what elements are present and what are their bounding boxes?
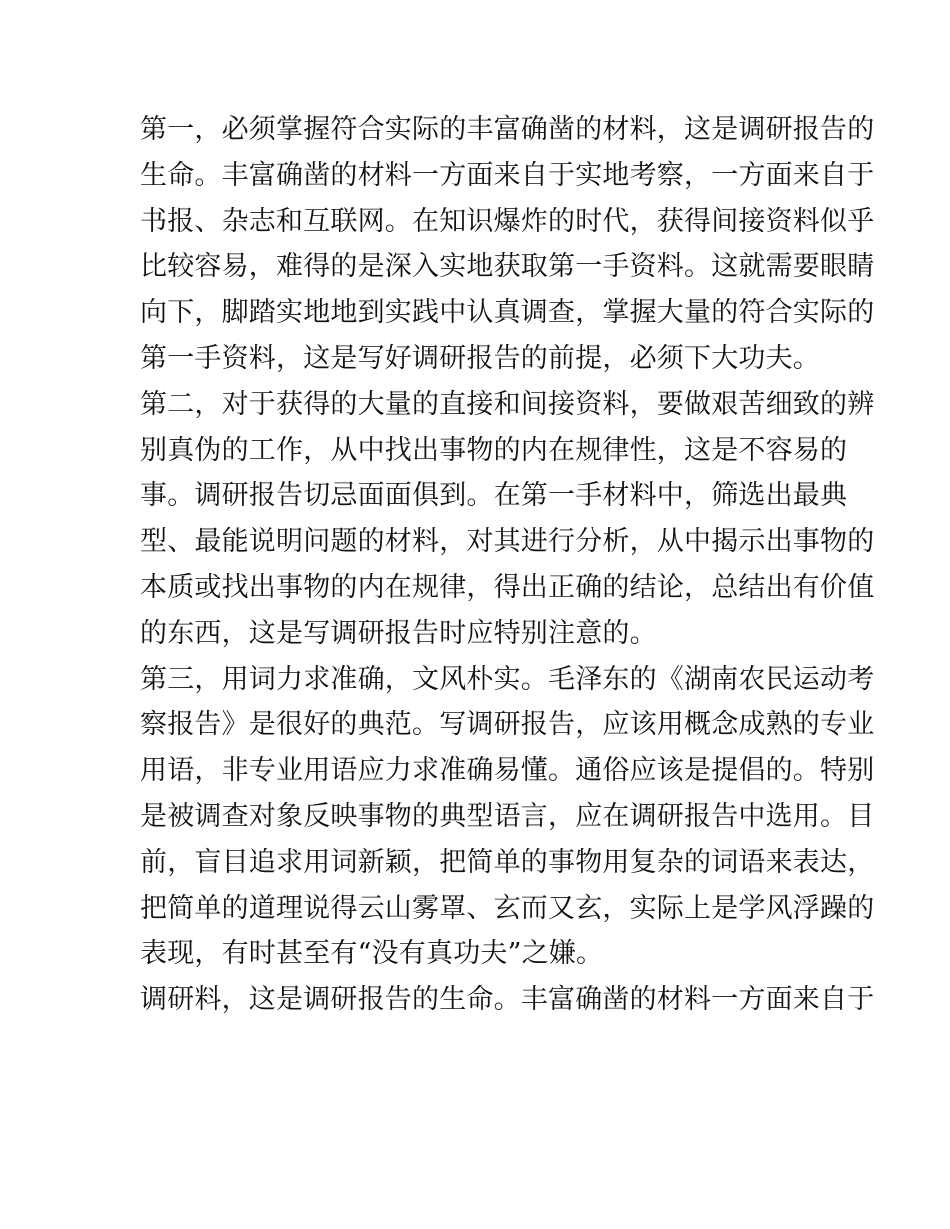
paragraph-4 <box>140 977 875 1023</box>
text-line: 察报告》是很好的典范。写调研报告，应该用概念成熟的专业 <box>140 709 875 741</box>
text-line: 别真伪的工作，从中找出事物的内在规律性，这是不容易的 <box>140 434 848 466</box>
text-line: 事。调研报告切忌面面俱到。在第一手材料中，筛选出最典 <box>140 480 848 512</box>
text-line: 前，盲目追求用词新颖，把简单的事物用复杂的词语来表达， <box>140 846 875 878</box>
text-line: 本质或找出事物的内在规律，得出正确的结论，总结出有价值 <box>140 571 875 603</box>
text-line: 用语，非专业用语应力求准确易懂。通俗应该是提倡的。特别 <box>140 755 875 787</box>
text-line: 第二，对于获得的大量的直接和间接资料，要做艰苦细致的辨 <box>140 388 875 420</box>
text-line: 表现，有时甚至有“没有真功夫”之嫌。 <box>140 938 604 970</box>
text-line: 的东西，这是写调研报告时应特别注意的。 <box>140 617 657 649</box>
paragraph-2 <box>140 382 875 657</box>
text-line: 向下，脚踏实地地到实践中认真调查，掌握大量的符合实际的 <box>140 297 875 329</box>
text-line: 调研料，这是调研报告的生命。丰富确凿的材料一方面来自于 <box>140 984 875 1016</box>
text-line: 把简单的道理说得云山雾罩、玄而又玄，实际上是学风浮躁的 <box>140 892 875 924</box>
text-line: 书报、杂志和互联网。在知识爆炸的时代，获得间接资料似乎 <box>140 205 875 237</box>
text-line: 型、最能说明问题的材料，对其进行分析，从中揭示出事物的 <box>140 526 875 558</box>
text-line: 第三，用词力求准确，文风朴实。毛泽东的《湖南农民运动考 <box>140 663 875 695</box>
text-line: 生命。丰富确凿的材料一方面来自于实地考察，一方面来自于 <box>140 159 875 191</box>
text-line: 比较容易，难得的是深入实地获取第一手资料。这就需要眼睛 <box>140 251 875 283</box>
document-body <box>140 107 875 1023</box>
text-line: 是被调查对象反映事物的典型语言，应在调研报告中选用。目 <box>140 800 875 832</box>
paragraph-1 <box>140 107 875 382</box>
paragraph-3 <box>140 657 875 978</box>
text-line: 第一手资料，这是写好调研报告的前提，必须下大功夫。 <box>140 342 820 374</box>
text-line: 第一，必须掌握符合实际的丰富确凿的材料，这是调研报告的 <box>140 114 875 145</box>
